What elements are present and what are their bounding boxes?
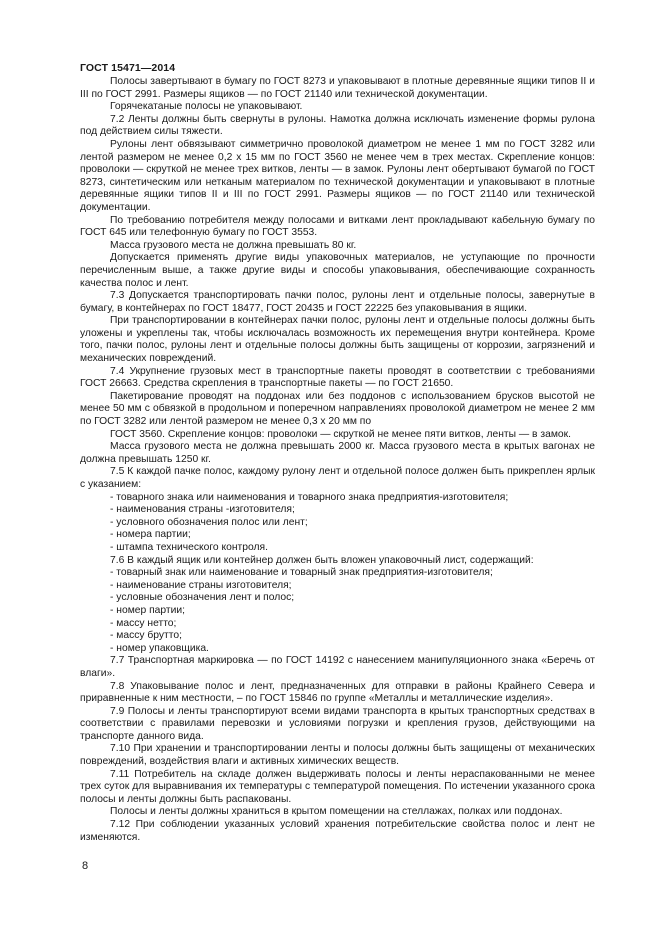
list-item: - массу брутто; (110, 630, 182, 642)
list-item: - массу нетто; (110, 617, 177, 629)
list-item: - товарного знака или наименования и товарного знака предприятия-изготовителя; (110, 491, 509, 503)
paragraph: Полосы и ленты должны храниться в крытом помещении на стеллажах, полках или поддонах. (110, 806, 563, 818)
paragraph: При транспортировании в контейнерах пачки полос, рулоны лент и отдельные полосы должны быть уложены и укреплены так, чтобы исключалась возможность их перемещения внутри контейнера. Кроме того, пачки полос, рулоны лент и отдельные полосы должны быть защищены от коррозии, загрязнений и механических повреждений. (80, 315, 595, 365)
document-body (80, 76, 595, 844)
paragraph: 7.5 К каждой пачке полос, каждому рулону лент и отдельной полосе должен быть прикреплен ярлык с указанием: (80, 466, 595, 490)
paragraph: 7.2 Ленты должны быть свернуты в рулоны. Намотка должна исключать изменение формы рулона под действием силы тяжести. (80, 113, 595, 138)
list-item: - условные обозначения лент и полос; (110, 592, 295, 604)
paragraph: Горячекатаные полосы не упаковывают. (110, 101, 303, 113)
paragraph: 7.10 При хранении и транспортировании ленты и полосы должны быть защищены от механических повреждений, воздействия влаги и активных химических веществ. (80, 743, 595, 768)
paragraph: ГОСТ 3560. Скрепление концов: проволоки — скруткой не менее пяти витков, ленты — в замок. (110, 428, 571, 440)
paragraph: 7.8 Упаковывание полос и лент, предназначенных для отправки в районы Крайнего Севера и приравненные к ним местности, – по ГОСТ 15846 по группе «Металлы и металлические изделия». (80, 680, 595, 705)
paragraph: Рулоны лент обвязывают симметрично проволокой диаметром не менее 1 мм по ГОСТ 3282 или лентой размером не менее 0,2 х 15 мм по ГОСТ 3560 не менее чем в трех местах. Скрепление концов: проволоки — скруткой не менее трех витков, ленты — в замок. Рулоны лент обертывают бумагой по ГОСТ 8273, синтетическим или нетканым материалом по технической документации и упаковывают в плотные деревянные ящики типов II и III по ГОСТ 2991. Размеры ящиков — по ГОСТ 21140 или технической документации. (80, 138, 595, 213)
list-item: - наименование страны изготовителя; (110, 579, 292, 591)
paragraph: Полосы завертывают в бумагу по ГОСТ 8273 и упаковывают в плотные деревянные ящики типов II и III по ГОСТ 2991. Размеры ящиков — по ГОСТ 21140 или технической документации. (80, 76, 595, 100)
document-header: ГОСТ 15471—2014 (80, 62, 176, 74)
paragraph: 7.7 Транспортная маркировка — по ГОСТ 14192 с нанесением манипуляционного знака «Беречь от влаги». (80, 655, 595, 679)
page-number: 8 (82, 860, 89, 872)
list-item: - штампа технического контроля. (110, 541, 268, 553)
paragraph: По требованию потребителя между полосами и витками лент прокладывают кабельную бумагу по ГОСТ 645 или телефонную бумагу по ГОСТ 3553. (80, 214, 595, 239)
paragraph: 7.6 В каждый ящик или контейнер должен быть вложен упаковочный лист, содержащий: (110, 554, 534, 566)
paragraph: 7.12 При соблюдении указанных условий хранения потребительские свойства полос и лент не изменяются. (80, 819, 595, 843)
list-item: - условного обозначения полос или лент; (110, 516, 308, 528)
paragraph: Допускается применять другие виды упаковочных материалов, не уступающие по прочности перечисленным выше, а также другие виды и способы упаковывания, обеспечивающие сохранность качества полос и лент. (80, 252, 595, 289)
paragraph: Масса грузового места не должна превышать 80 кг. (110, 239, 357, 251)
list-item: - номера партии; (110, 529, 191, 541)
paragraph: 7.9 Полосы и ленты транспортируют всеми видами транспорта в крытых транспортных средствах в соответствии с правилами перевозки и условиями погрузки и крепления грузов, действующими на транспорте данного вида. (80, 705, 595, 742)
list-item: - наименования страны -изготовителя; (110, 504, 295, 516)
paragraph: 7.3 Допускается транспортировать пачки полос, рулоны лент и отдельные полосы, завернутые в бумагу, в контейнерах по ГОСТ 18477, ГОСТ 20435 и ГОСТ 22225 без упаковывания в ящики. (80, 290, 595, 314)
list-item: - номер упаковщика. (110, 642, 209, 654)
paragraph: Масса грузового места не должна превышать 2000 кг. Масса грузового места в крытых вагонах не должна превышать 1250 кг. (80, 441, 595, 465)
list-item: - товарный знак или наименование и товарный знак предприятия-изготовителя; (110, 567, 493, 579)
list-item: - номер партии; (110, 604, 185, 616)
paragraph: 7.4 Укрупнение грузовых мест в транспортные пакеты проводят в соответствии с требованиями ГОСТ 26663. Средства скрепления в транспортные пакеты — по ГОСТ 21650. (80, 365, 595, 390)
paragraph: Пакетирование проводят на поддонах или без поддонов с использованием брусков высотой не менее 50 мм с обвязкой в продольном и поперечном направлениях проволокой диаметром не менее 2 мм по ГОСТ 3282 или лентой размером не менее 0,3 х 20 мм по (80, 390, 595, 428)
paragraph: 7.11 Потребитель на складе должен выдерживать полосы и ленты нераспакованными не менее трех суток для выравнивания их температуры с температурой помещения. По истечении указанного срока полосы и ленты должны быть распакованы. (80, 768, 595, 805)
